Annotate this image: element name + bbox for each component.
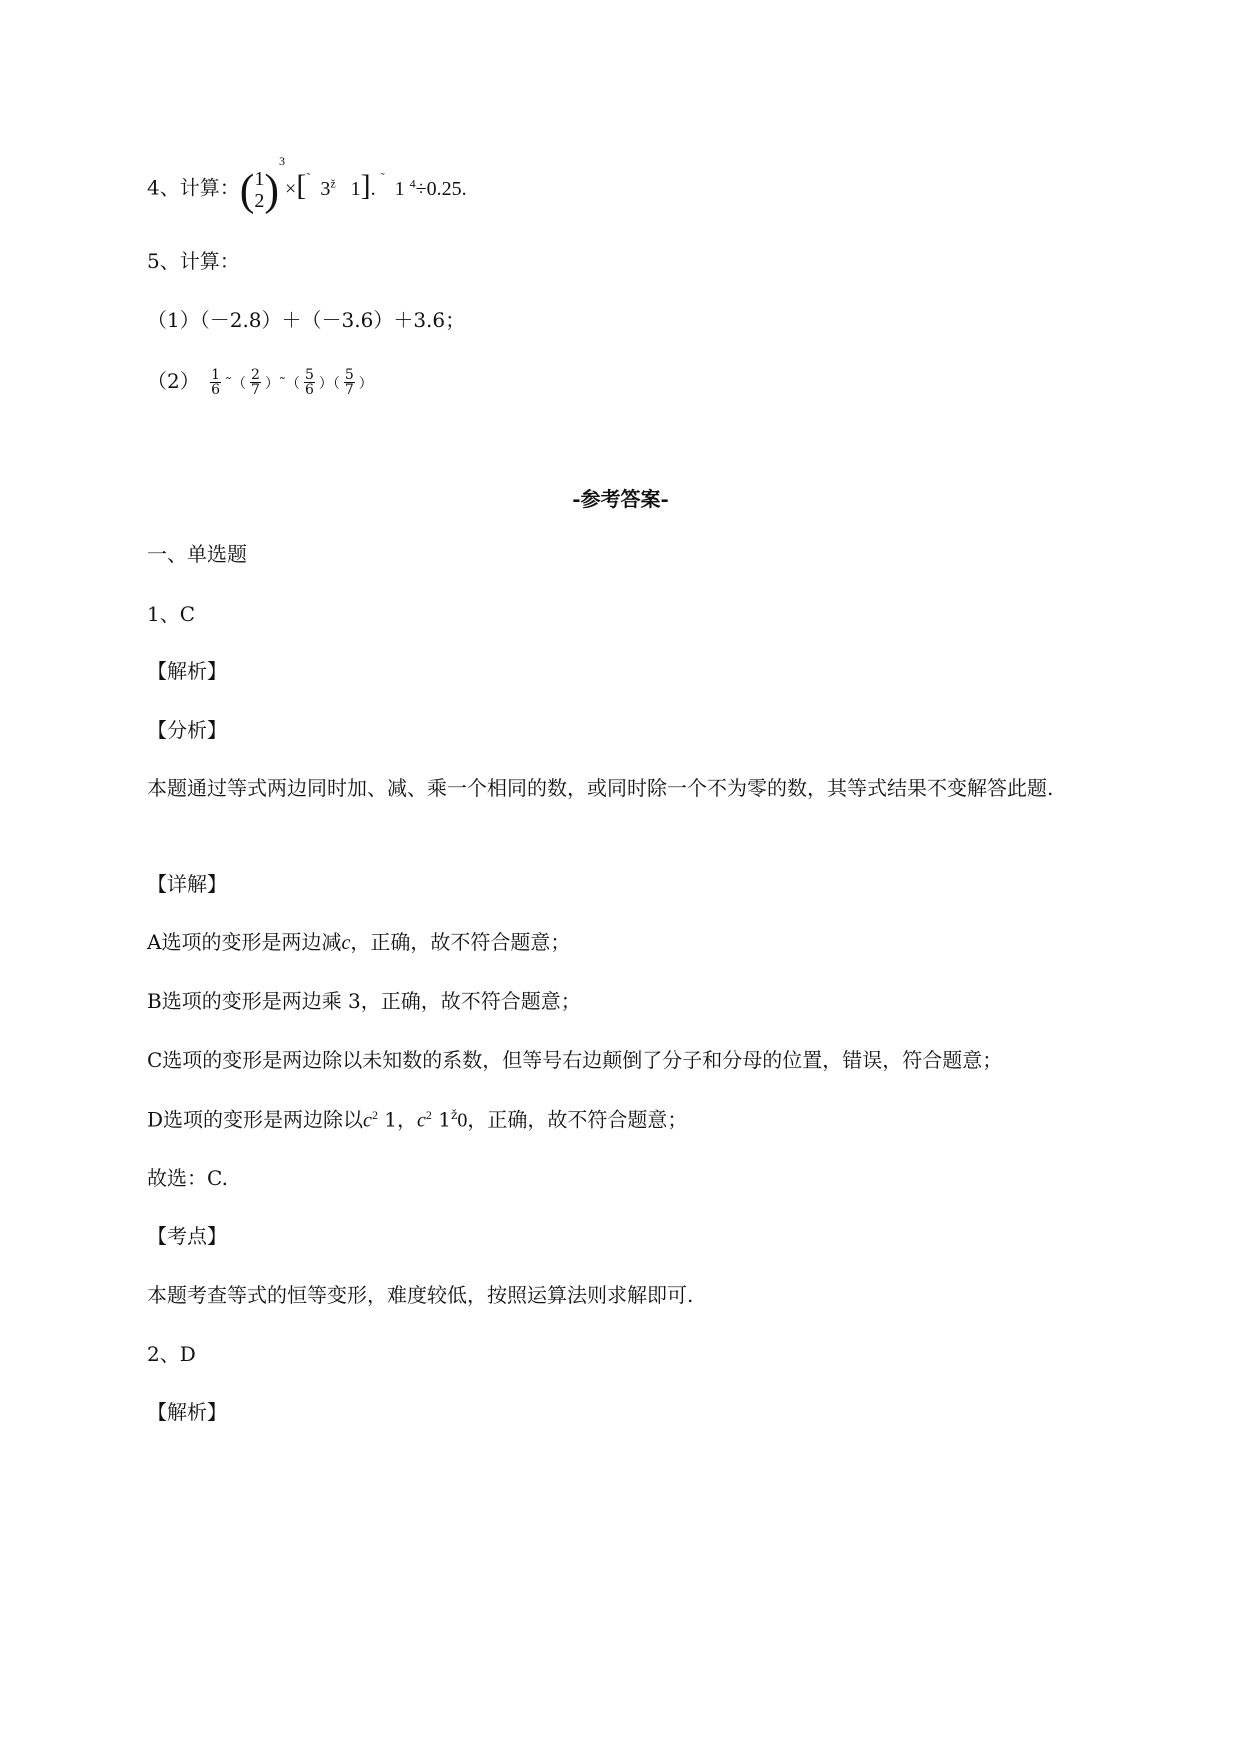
kaodian-text: 本题考查等式的恒等变形，难度较低，按照运算法则求解即可.: [147, 1283, 694, 1307]
question-4-label: 4、计算：: [147, 175, 240, 200]
part-2-label: （2）: [147, 369, 200, 393]
answer-2: 2、D: [147, 1342, 196, 1366]
answers-heading: -参考答案-: [572, 487, 669, 511]
option-c: C选项的变形是两边除以未知数的系数，但等号右边颠倒了分子和分母的位置，错误，符合题意；: [147, 1048, 1003, 1072]
answer-1: 1、C: [147, 602, 196, 626]
option-d: D选项的变形是两边除以$c^2$ 1，$c^2$ $1^ž0$，正确，故不符合题意；: [147, 1107, 688, 1132]
analysis-tag-2: 【解析】: [147, 1400, 227, 1424]
fraction-4: $\frac{5}{7}$: [344, 367, 354, 398]
question-4-expression: ( 1 2 )$^3$×[˜ $3^ž$ 1]. ˜ 1 $^4$÷0.25.: [239, 153, 467, 214]
analysis-tag: 【解析】: [147, 659, 227, 683]
question-5-label: 5、计算：: [147, 249, 240, 273]
option-b: B选项的变形是两边乘 3，正确，故不符合题意；: [147, 989, 581, 1013]
xiangjie-tag: 【详解】: [147, 872, 227, 896]
fenxi-tag: 【分析】: [147, 718, 227, 742]
fraction-1: $\frac{1}{6}$: [211, 367, 221, 398]
final-choice: 故选：C.: [147, 1166, 228, 1190]
kaodian-tag: 【考点】: [147, 1224, 227, 1248]
fraction-2: $\frac{2}{7}$: [251, 367, 260, 398]
question-5-part-1: （1）（－2.8）＋（－3.6）＋3.6；: [147, 308, 466, 332]
fenxi-text: 本题通过等式两边同时加、减、乘一个相同的数，或同时除一个不为零的数，其等式结果不变解答此题.: [147, 776, 1054, 800]
option-a: A选项的变形是两边减c，正确，故不符合题意；: [147, 930, 571, 954]
question-5-part-2: （2） $\frac{1}{6}$ ˜（ $\frac{2}{7}$ ）˜（ $\frac{5}{6}$ ）（ $\frac{5}{7}$ ）: [147, 367, 373, 398]
fraction-half: 1 2: [254, 168, 265, 212]
question-4: [147, 153, 467, 214]
fraction-3: $\frac{5}{6}$: [304, 367, 314, 398]
section-single-choice: 一、单选题: [147, 542, 247, 566]
